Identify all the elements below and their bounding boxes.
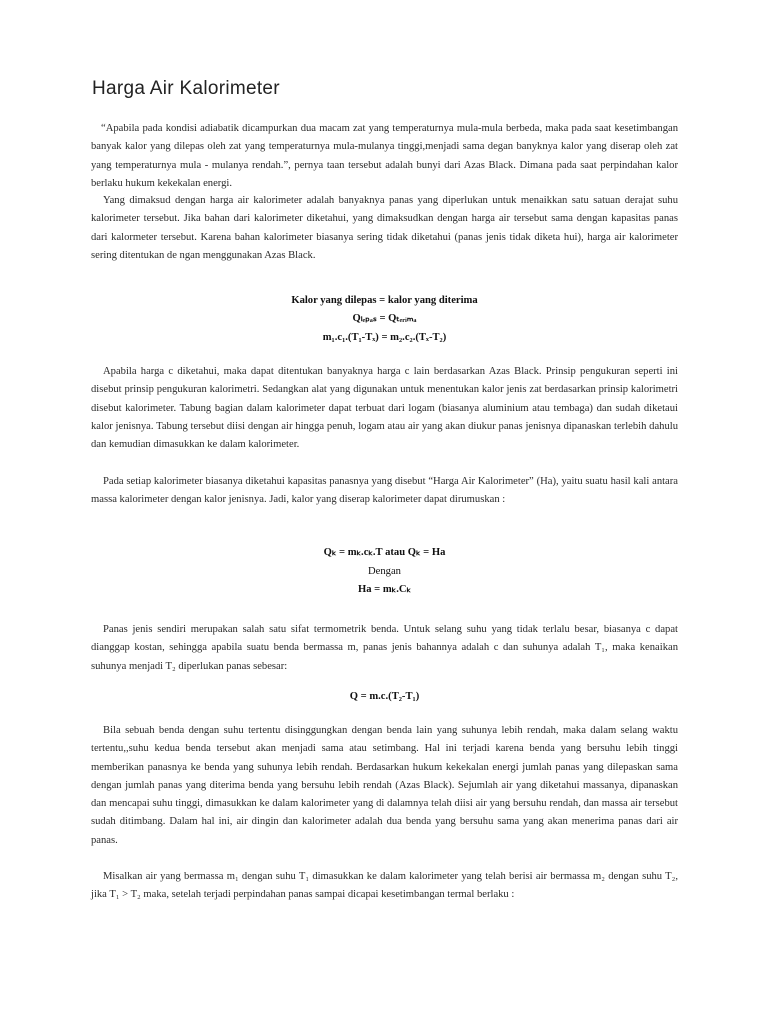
paragraph-kalorimetri: Apabila harga c diketahui, maka dapat ditentukan banyaknya harga c lain berdasarkan Azas Black. Prinsip pengukuran seperti ini disebut prinsip pengukuran kalorimetri. Sedangkan alat yang digunakan untuk menentukan kalor jenis zat berdasarkan prinsip kalorimetri disebut kalorimeter. Tabung bagian dalam kalorimeter dapat terbuat dari logam (biasanya aluminium atau tembaga) dan sudah diketaui kalor jenisnya. Tabung tersebut diisi dengan air hingga penuh, logam atau air yang akan diukur panas jenisnya dipanaskan terlebih dahulu dan kemudian dimasukkan ke dalam kalorimeter.	[91, 366, 678, 451]
paragraph-ha: Pada setiap kalorimeter biasanya diketahui kapasitas panasnya yang disebut “Harga Air Kalorimeter” (Ha), yaitu suatu hasil kali antara massa kalorimeter dengan kalor jenisnya. Jadi, kalor yang diserap kalorimeter dapat dirumuskan :	[91, 476, 678, 506]
paragraph-harga-air: Yang dimaksud dengan harga air kalorimeter adalah banyaknya panas yang diperlukan untuk menaikkan satu satuan derajat suhu kalorimeter tersebut. Jika bahan dari kalorimeter diketahui, yang dimaksudkan dengan harga air tersebut sama dengan kapasitas panas dari kalormeter tersebut. Karena bahan kalorimeter biasanya sering tidak diketahui (panas jenis tidak diketa hui), harga air kalorimeter sering ditentukan de ngan menggunakan Azas Black.	[91, 195, 678, 261]
paragraph-panas-jenis: Panas jenis sendiri merupakan salah satu sifat termometrik benda. Untuk selang suhu yang tidak terlalu besar, biasanya c dapat dianggap kostan, sehingga apabila suatu benda bermassa m, panas jenis bahannya adalah c dan suhunya adalah T₁, maka kenaikan suhunya menjadi T₂ diperlukan panas sebesar:	[91, 624, 678, 672]
formula-line: Ha = mₖ.Cₖ	[357, 584, 411, 595]
paragraph-azas-black: “Apabila pada kondisi adiabatik dicampurkan dua macam zat yang temperaturnya mula-mula berbeda, maka pada saat kesetimbangan banyak kalor yang dilepas oleh zat yang temperaturnya mula-mulanya tinggi,menjadi sama degan banyknya kalor yang diserap oleh zat yang temperaturnya mula - mulanya rendah.”, pernya taan tersebut adalah bunyi dari Azas Black. Dimana pada saat perpindahan kalor berlaku hukum kekekalan energi.	[91, 123, 678, 189]
page-title: Harga Air Kalorimeter	[92, 78, 280, 99]
formula-line: Dengan	[368, 566, 401, 577]
formula-line: Kalor yang dilepas = kalor yang diterima	[291, 295, 478, 306]
formula-line: Q = m.c.(T₂-T₁)	[349, 691, 420, 702]
paragraph-kesetimbangan: Bila sebuah benda dengan suhu tertentu disinggungkan dengan benda lain yang suhunya lebih rendah, maka dalam selang waktu tertentu,,suhu kedua benda tersebut akan menjadi sama atau setimbang. Hal ini terjadi karena benda yang bersuhu lebih tinggi memberikan panasnya ke benda yang suhunya lebih rendah. Berdasarkan hukum kekekalan energi jumlah panas yang dilepaskan sama dengan jumlah panas yang diterima benda yang bersuhu lebih rendah (Azas Black). Sejumlah air yang diketahui massanya, dipanaskan dan mencapai suhu tinggi, dimasukkan ke dalam kalorimeter yang di dalamnya telah diisi air yang bersuhu rendah, dan massa air tersebut sudah ditimbang. Dalam hal ini, air dingin dan kalorimeter adalah dua benda yang bersuhu sama yang akan menerima panas dari air panas.	[91, 725, 678, 846]
formula-line: Qₖ = mₖ.cₖ.T atau Qₖ = Ha	[323, 547, 446, 558]
formula-line: Qₗₑₚₐₛ = Qₜₑᵣᵢₘₐ	[352, 313, 417, 324]
paragraph-misalkan: Misalkan air yang bermassa m₁ dengan suhu T₁ dimasukkan ke dalam kalorimeter yang telah berisi air bermassa m₂ dengan suhu T₂, jika T₁ > T₂ maka, setelah terjadi perpindahan panas sampai dicapai kesetimbangan termal berlaku :	[91, 871, 678, 901]
formula-line: m₁.c₁.(T₁-Tₓ) = m₂.c₂.(Tₓ-T₂)	[322, 332, 447, 343]
